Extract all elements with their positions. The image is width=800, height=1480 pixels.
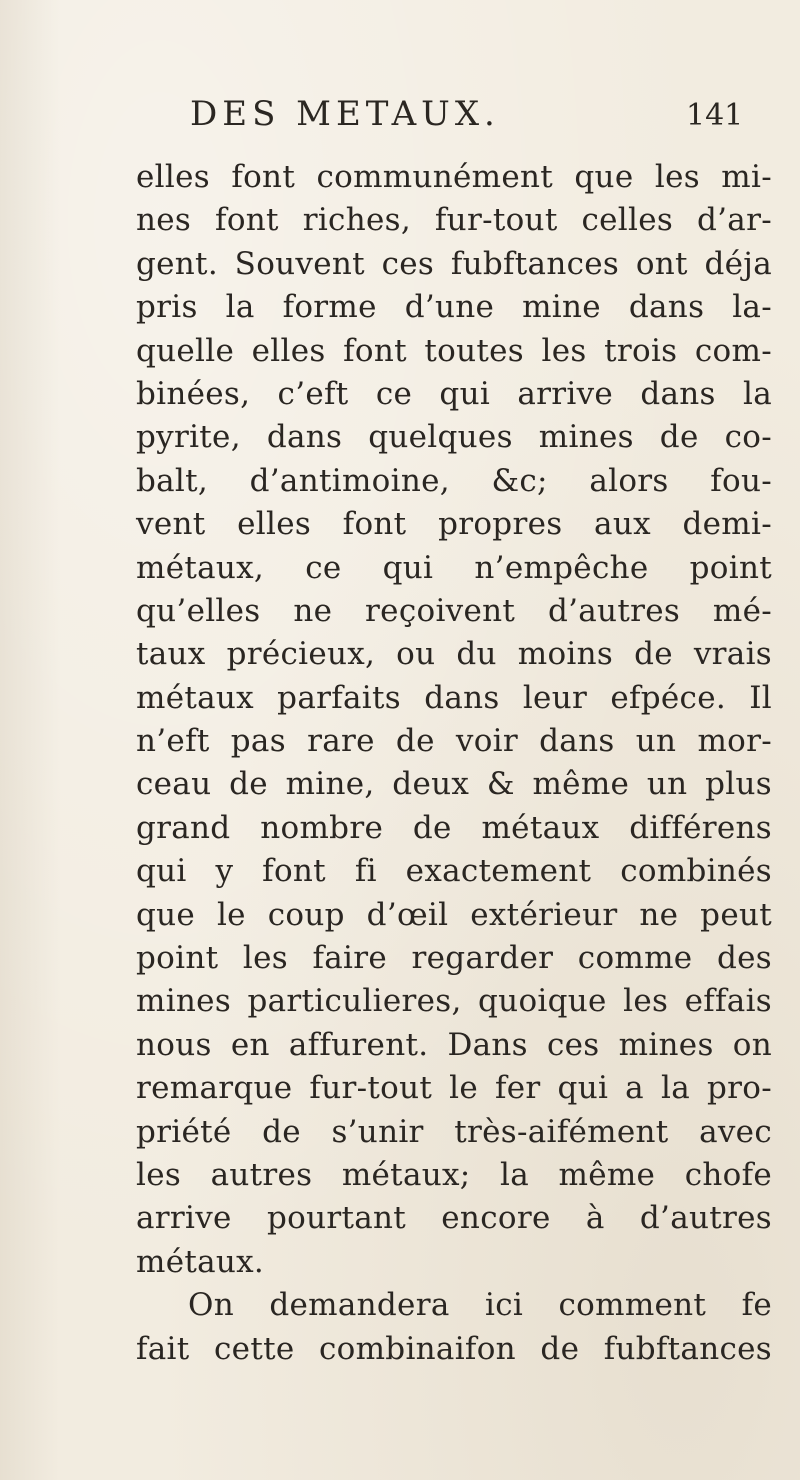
text-line: vent elles font propres aux demi- — [136, 506, 772, 543]
text-line: remarque fur-tout le fer qui a la pro- — [136, 1070, 772, 1107]
text-line: nes font riches, fur-tout celles d’ar- — [136, 202, 772, 239]
text-line: n’eft pas rare de voir dans un mor- — [136, 723, 772, 760]
running-head — [0, 92, 800, 142]
text-line: qui y font fi exactement combinés — [136, 853, 772, 890]
text-line: quelle elles font toutes les trois com- — [136, 332, 772, 369]
text-line: balt, d’antimoine, &c; alors fou- — [136, 462, 772, 499]
text-line: métaux, ce qui n’empêche point — [136, 549, 772, 586]
paragraph-start-line: On demandera ici comment fe — [188, 1287, 772, 1324]
text-line: mines particulieres, quoique les effais — [136, 983, 772, 1020]
text-line: binées, c’eft ce qui arrive dans la — [136, 375, 772, 412]
running-head-title: DES METAUX. — [190, 94, 500, 134]
page-number: 141 — [686, 98, 744, 133]
text-line: point les faire regarder comme des — [136, 940, 772, 977]
text-line: taux précieux, ou du moins de vrais — [136, 636, 772, 673]
text-line: elles font communément que les mi- — [136, 159, 772, 195]
text-line: gent. Souvent ces fubftances ont déja — [136, 245, 772, 282]
paragraph-end-line: métaux. — [136, 1243, 265, 1280]
text-line: qu’elles ne reçoivent d’autres mé- — [136, 592, 772, 629]
text-line: ceau de mine, deux & même un plus — [136, 766, 772, 803]
text-line: pyrite, dans quelques mines de co- — [136, 419, 772, 456]
text-line: nous en affurent. Dans ces mines on — [136, 1026, 772, 1063]
text-line: grand nombre de métaux différens — [136, 809, 772, 846]
text-line: arrive pourtant encore à d’autres — [136, 1200, 772, 1237]
gutter-shadow — [0, 0, 60, 1480]
text-line: fait cette combinaifon de fubftances — [136, 1330, 772, 1367]
text-line: priété de s’unir très-aifément avec — [136, 1113, 772, 1150]
body-text — [136, 156, 772, 1371]
text-line: métaux parfaits dans leur efpéce. Il — [136, 679, 772, 716]
text-line: que le coup d’œil extérieur ne peut — [136, 896, 772, 933]
text-line: les autres métaux; la même chofe — [136, 1156, 772, 1193]
text-line: pris la forme d’une mine dans la- — [136, 289, 772, 326]
